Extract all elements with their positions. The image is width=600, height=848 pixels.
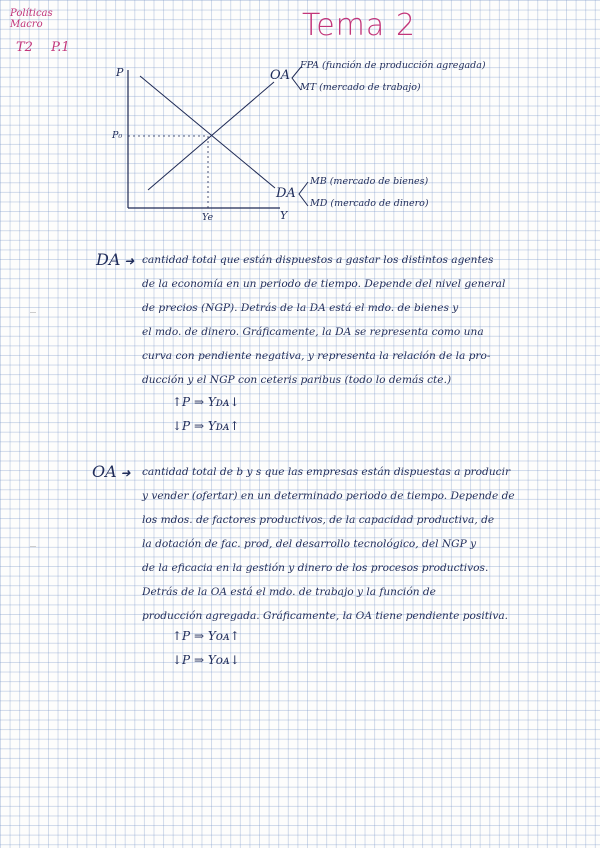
y-axis-label: P: [116, 66, 124, 79]
oa-relation: ↓P ⇒ Yᴏᴀ↓: [172, 653, 240, 667]
oa-line: los mdos. de factores productivos, de la capacidad productiva, de: [142, 514, 495, 526]
page-number: P.1: [51, 40, 70, 55]
margin-mark: [30, 546, 36, 547]
unit-page-label: [16, 40, 70, 55]
da-item-mb: MB (mercado de bienes): [310, 176, 429, 187]
oa-section-label: OA ➜: [92, 462, 131, 481]
da-line: cantidad total que están dispuestos a gastar los distintos agentes: [142, 254, 494, 266]
oa-relation: ↑P ⇒ Yᴏᴀ↑: [172, 629, 240, 643]
da-definition: [142, 248, 597, 392]
oa-item-fpa: FPA (función de producción agregada): [300, 60, 486, 71]
da-line: el mdo. de dinero. Gráficamente, la DA se representa como una: [142, 326, 484, 338]
margin-mark: [30, 312, 36, 313]
subject-label: Políticas Macro: [10, 8, 53, 30]
da-relation: ↑P ⇒ Yᴅᴀ↓: [172, 395, 240, 409]
da-section-label: DA ➜: [96, 250, 135, 269]
da-line: ducción y el NGP con ceteris paribus (todo lo demás cte.): [142, 374, 452, 386]
oa-relations: [172, 624, 240, 672]
oa-line: producción agregada. Gráficamente, la OA tiene pendiente positiva.: [142, 610, 509, 622]
p-eq-label: P₀: [112, 130, 123, 141]
da-curve: [140, 76, 275, 188]
da-relation: ↓P ⇒ Yᴅᴀ↑: [172, 419, 240, 433]
oa-line: cantidad total de b y s que las empresas están dispuestas a producir: [142, 466, 511, 478]
oa-line: Detrás de la OA está el mdo. de trabajo y la función de: [142, 586, 436, 598]
oa-line: la dotación de fac. prod, del desarrollo tecnológico, del NGP y: [142, 538, 477, 550]
oa-definition: [142, 460, 597, 628]
unit-code: T2: [16, 40, 33, 55]
graph-da-label: DA: [276, 186, 296, 201]
oa-line: de la eficacia en la gestión y dinero de los procesos productivos.: [142, 562, 489, 574]
page-title: Tema 2: [302, 8, 416, 43]
da-line: de la economía en un periodo de tiempo. Depende del nivel general: [142, 278, 506, 290]
graph-oa-label: OA: [270, 68, 291, 83]
da-item-md: MD (mercado de dinero): [310, 198, 429, 209]
x-axis-label: Y: [280, 209, 288, 222]
oa-item-mt: MT (mercado de trabajo): [300, 82, 421, 93]
da-brace: [298, 178, 310, 210]
y-eq-label: Ye: [202, 212, 214, 223]
da-line: de precios (NGP). Detrás de la DA está el mdo. de bienes y: [142, 302, 459, 314]
da-line: curva con pendiente negativa, y representa la relación de la pro-: [142, 350, 491, 362]
da-relations: [172, 390, 240, 438]
oa-line: y vender (ofertar) en un determinado periodo de tiempo. Depende de: [142, 490, 515, 502]
oa-da-graph: [110, 60, 290, 230]
